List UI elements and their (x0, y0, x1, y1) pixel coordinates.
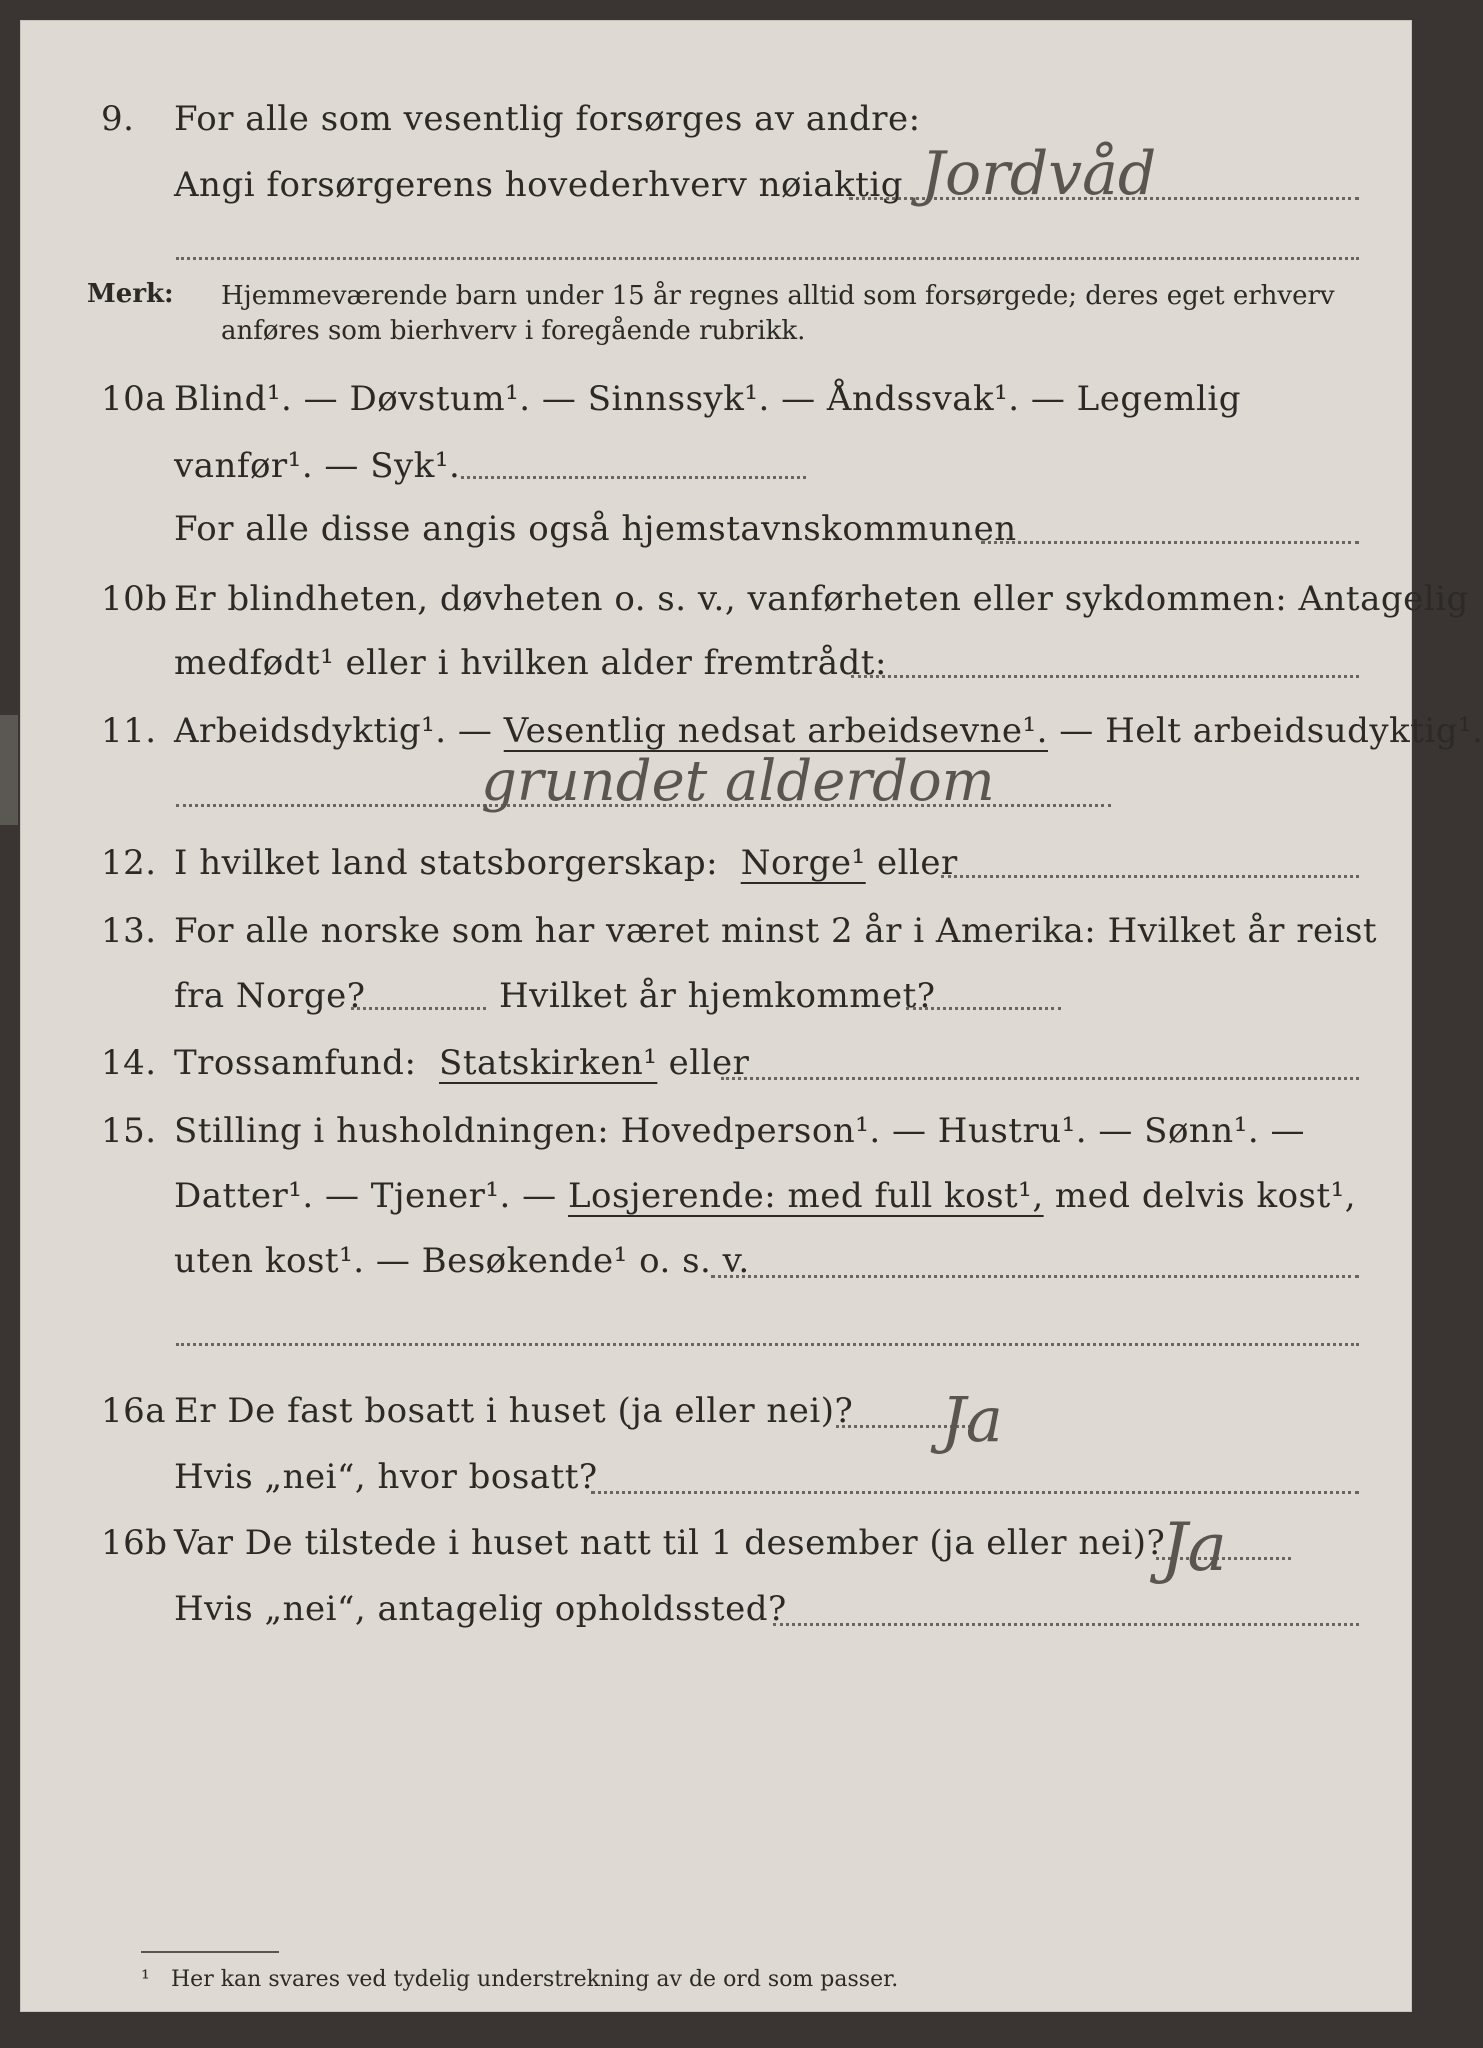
q9-handwritten-answer: Jordvåd (921, 139, 1157, 209)
footnote-mark: ¹ (141, 1967, 150, 1992)
q12-option-norge: Norge¹ (740, 843, 866, 883)
q10a-text: Blind¹. — Døvstum¹. — Sinnssyk¹. — Åndssvak¹. — Legemlig (174, 379, 1241, 419)
q13-hjemkommet: Hvilket år hjemkommet? (499, 976, 936, 1016)
q10a-text3: For alle disse angis også hjemstavnskommunen (174, 509, 1017, 549)
q12-text: I hvilket land statsborgerskap: (174, 843, 719, 883)
q11-option-udyktig: — Helt arbeidsudyktig¹. (1047, 711, 1483, 751)
q16b-text2: Hvis „nei“, antagelig opholdssted? (174, 1589, 787, 1629)
q16b-number: 16b (101, 1523, 168, 1563)
footnote-rule (141, 1951, 279, 1953)
q10b-text: Er blindheten, døvheten o. s. v., vanførheten eller sykdommen: Antagelig (174, 579, 1469, 619)
q10b-text2: medfødt¹ eller i hvilken alder fremtrådt: (174, 643, 887, 683)
q14-eller: eller (668, 1043, 750, 1083)
q14-answer-line (721, 1077, 1359, 1080)
q11-option-arbeidsdyktig: Arbeidsdyktig¹. — (174, 711, 504, 751)
q10a-hjemstavn-line (981, 541, 1359, 544)
q14-number: 14. (101, 1043, 157, 1083)
q12-eller: eller (877, 843, 958, 883)
q10a-text2: vanfør¹. — Syk¹. (174, 446, 461, 486)
q13-hjemkommet-line (906, 1007, 1061, 1010)
q10b-number: 10b (101, 579, 168, 619)
census-form-page (20, 20, 1483, 2012)
q12-number: 12. (101, 843, 157, 883)
q11-handwritten-answer: grundet alderdom (481, 749, 995, 814)
q9-extra-line (176, 257, 1359, 260)
q9-number: 9. (101, 99, 135, 139)
q11-option-nedsat: Vesentlig nedsat arbeidsevne¹. (503, 711, 1048, 751)
q13-number: 13. (101, 911, 157, 951)
q15-number: 15. (101, 1111, 157, 1151)
q11-number: 11. (101, 711, 157, 751)
q15-option-losjerende-full-kost: Losjerende: med full kost¹, (567, 1176, 1044, 1216)
q16b-handwritten-answer: Ja (1161, 1509, 1227, 1586)
merk-line2: anføres som bierhverv i foregående rubrikk. (221, 316, 806, 346)
q14-text: Trossamfund: (174, 1043, 417, 1083)
q13-reist-line (351, 1007, 486, 1010)
q15-text3: uten kost¹. — Besøkende¹ o. s. v. (174, 1241, 750, 1281)
q16a-handwritten-answer: Ja (941, 1383, 1003, 1456)
q12-answer-line (941, 875, 1359, 878)
q13-reist: fra Norge? (174, 976, 366, 1016)
q15-answer-line (711, 1275, 1359, 1278)
q16b-text: Var De tilstede i huset natt til 1 desember (ja eller nei)? (174, 1523, 1166, 1563)
q15-delvis-kost: med delvis kost¹, (1043, 1176, 1357, 1216)
q16a-text: Er De fast bosatt i huset (ja eller nei)? (174, 1391, 854, 1431)
merk-label: Merk: (87, 279, 174, 309)
q16a-text2: Hvis „nei“, hvor bosatt? (174, 1457, 598, 1497)
q13-text: For alle norske som har været minst 2 år i Amerika: Hvilket år reist (174, 911, 1378, 951)
q10b-answer-line (851, 675, 1359, 678)
q10a-number: 10a (101, 379, 167, 419)
q10a-syk-line (461, 476, 806, 479)
footnote-text: Her kan svares ved tydelig understrekning av de ord som passer. (171, 1967, 899, 1992)
q9-prompt: Angi forsørgerens hovederhverv nøiaktig (174, 165, 904, 205)
merk-line1: Hjemmeværende barn under 15 år regnes alltid som forsørgede; deres eget erhverv (221, 281, 1335, 311)
q16a-bosatt-line (591, 1491, 1359, 1494)
q15-datter-tjener: Datter¹. — Tjener¹. — (174, 1176, 568, 1216)
binding-edge (0, 715, 18, 825)
q14-option-statskirken: Statskirken¹ (439, 1043, 658, 1083)
q16a-number: 16a (101, 1391, 167, 1431)
q15-text: Stilling i husholdningen: Hovedperson¹. — Hustru¹. — Sønn¹. — (174, 1111, 1305, 1151)
q15-extra-line (176, 1343, 1359, 1346)
q9-text: For alle som vesentlig forsørges av andre: (174, 99, 921, 139)
q16b-opholdssted-line (773, 1623, 1359, 1626)
